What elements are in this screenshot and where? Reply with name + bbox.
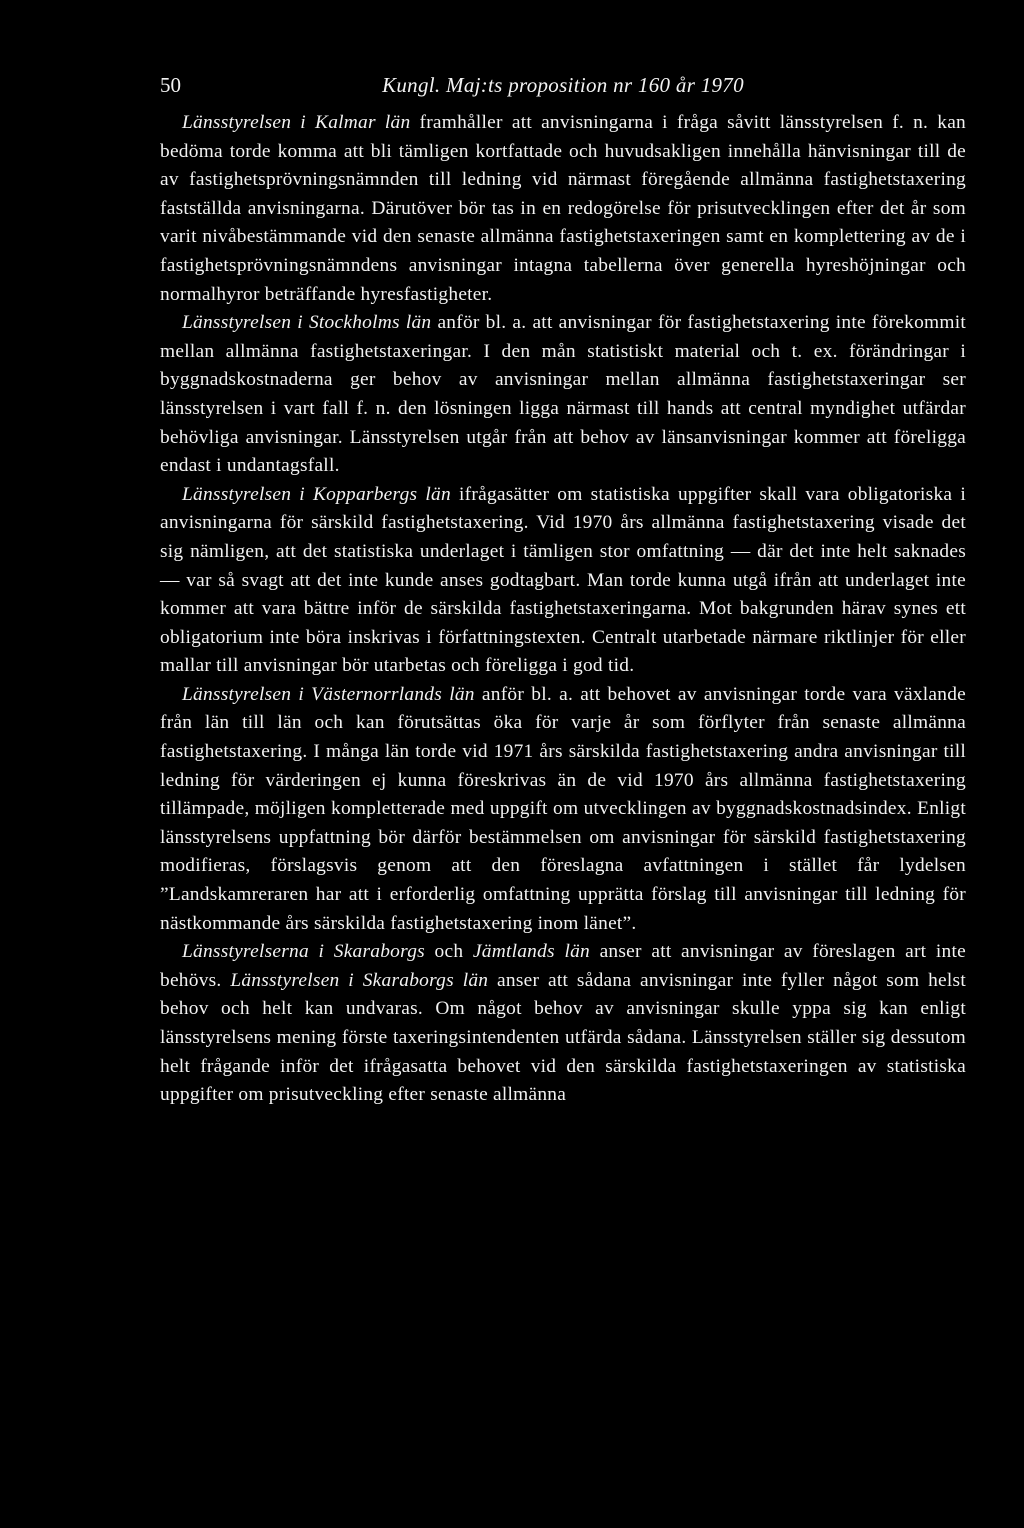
authority-name: Länsstyrelsen i Kalmar län: [182, 112, 411, 133]
paragraph-vasternorrland: [160, 681, 966, 938]
paragraph-text: anser att anvisningar av föreslagen art inte behövs.: [160, 941, 966, 991]
paragraph-text: framhåller att anvisningarna i fråga såvitt länsstyrelsen f. n. kan bedöma torde komma att bli tämligen kortfattade och huvudsakligen innehålla hänvisningar till de av fastighetsprövningsnämnden till ledning vid närmast föregående allmänna fastighetstaxering fastställda anvisningarna. Därutöver bör tas in en redogörelse för prisutvecklingen efter det år som varit nivåbestämmande vid den senaste allmänna fastighetstaxeringen samt en komplettering av de i fastighetsprövningsnämndens anvisningar intagna tabellerna över generella hyreshöjningar och normalhyror beträffande hyresfastigheter.: [160, 112, 966, 305]
page-number: 50: [160, 73, 181, 97]
paragraph-kopparberg: [160, 481, 966, 681]
authority-name: Länsstyrelsen i Kopparbergs län: [182, 483, 451, 505]
paragraph-text: anser att sådana anvisningar inte fyller något som helst behov och helt kan undvaras. Om något behov av anvisningar skulle yppa sig kan enligt länsstyrelsens mening förste taxeringsintendenten utfärda sådana. Länsstyrelsen ställer sig dessutom helt frågande inför det ifrågasatta behovet vid den särskilda fastighetstaxeringen av statistiska uppgifter om prisutveckling efter senaste allmänna: [160, 969, 966, 1106]
paragraph-stockholm: [160, 309, 966, 481]
authority-name: Länsstyrelsen i Skaraborgs län: [230, 969, 489, 991]
paragraph-text: och: [424, 941, 473, 963]
paragraph-kalmar: [160, 109, 966, 309]
paragraph-skaraborg-jamtland: [160, 938, 966, 1110]
authority-name: Länsstyrelsen i Västernorrlands län: [182, 683, 475, 705]
paragraph-text: anför bl. a. att behovet av anvisningar torde vara växlande från län till län och kan förutsättas öka för varje år som förflyter från senaste allmänna fastighetstaxering. I många län torde vid 1971 års särskilda fastighetstaxering andra anvisningar till ledning för värderingen ej kunna föreskrivas än de vid 1970 års allmänna fastighetstaxering tillämpade, möjligen kompletterade med uppgift om utvecklingen av byggnadskostnadsindex. Enligt länsstyrelsens uppfattning bör därför bestämmelsen om anvisningar för särskild fastighetstaxering modifieras, förslagsvis genom att den föreslagna avfattningen i stället får lydelsen ”Landskamreraren har att i erforderlig omfattning upprätta förslag till anvisningar till ledning för nästkommande års särskilda fastighetstaxering inom länet”.: [160, 683, 967, 934]
page-header: [160, 70, 966, 100]
authority-name: Länsstyrelserna i Skaraborgs: [182, 941, 425, 963]
running-title: Kungl. Maj:ts proposition nr 160 år 1970: [382, 73, 744, 97]
paragraph-text: ifrågasätter om statistiska uppgifter skall vara obligatoriska i anvisningarna för särskild fastighetstaxering. Vid 1970 års allmänna fastighetstaxering visade det sig nämligen, att det statistiska underlaget i tämligen stor omfattning — där det inte helt saknades — var så svagt att det inte kunde anses godtagbart. Man torde kunna utgå ifrån att underlaget inte kommer att vara bättre inför de särskilda fastighetstaxeringarna. Mot bakgrunden härav synes ett obligatorium inte böra inskrivas i författningstexten. Centralt utarbetade närmare riktlinjer för eller mallar till anvisningar bör utarbetas och föreligga i god tid.: [160, 483, 966, 677]
body-text: [160, 109, 966, 1110]
authority-name: Jämtlands län: [472, 941, 590, 963]
authority-name: Länsstyrelsen i Stockholms län: [182, 312, 432, 334]
paragraph-text: anför bl. a. att anvisningar för fastighetstaxering inte förekommit mellan allmänna fastighetstaxeringar. I den mån statistiskt material och t. ex. förändringar i byggnadskostnaderna ger behov av anvisningar mellan allmänna fastighetstaxeringar ser länsstyrelsen i vart fall f. n. den lösningen ligga närmast till hands att central myndighet utfärdar behövliga anvisningar. Länsstyrelsen utgår från att behov av länsanvisningar kommer att föreligga endast i undantagsfall.: [160, 312, 966, 477]
